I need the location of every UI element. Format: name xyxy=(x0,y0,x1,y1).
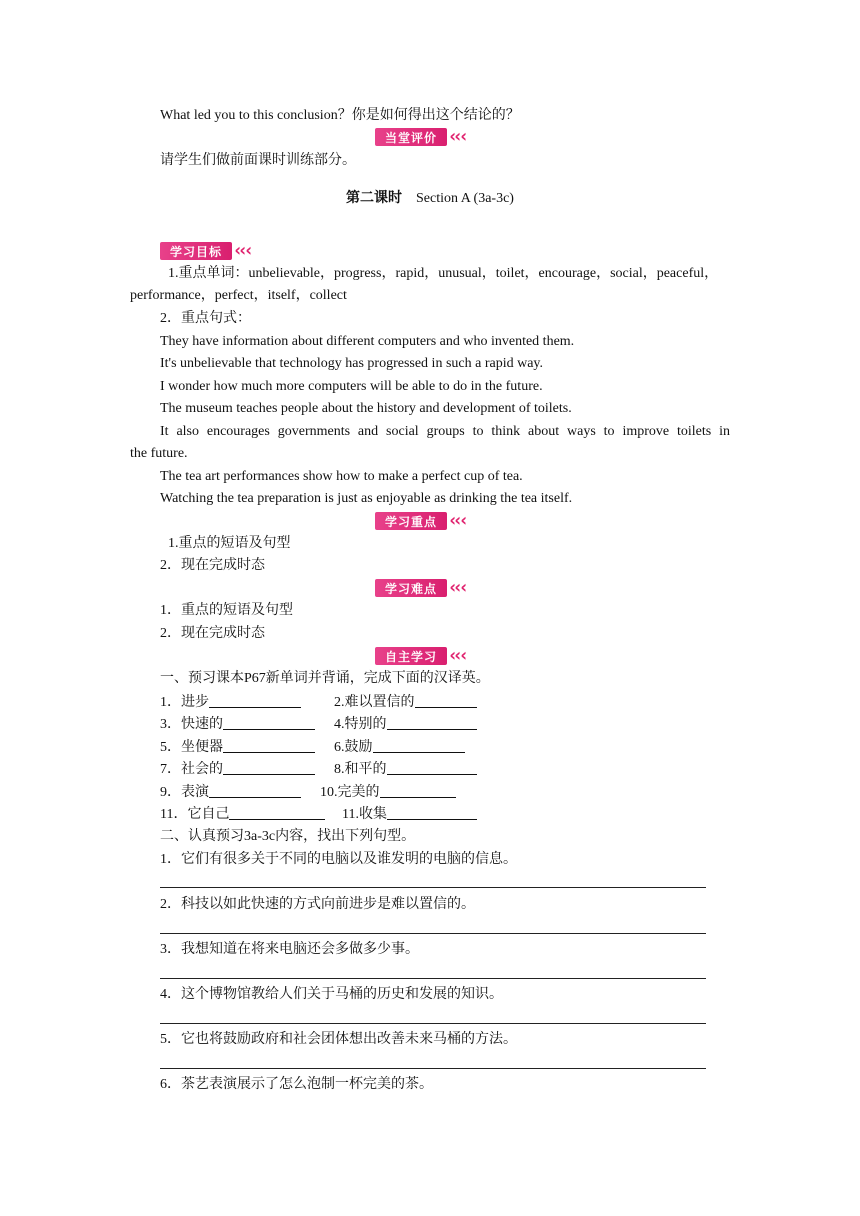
badge-label: 自主学习 xyxy=(375,647,447,665)
answer-blank[interactable] xyxy=(387,760,477,775)
intro-instruction: 请学生们做前面课时训练部分。 xyxy=(160,153,356,168)
sentence: They have information about different computers and who invented them. xyxy=(160,334,575,349)
vocab-prompt: 6.鼓励 xyxy=(334,740,373,755)
chevron-left-icon: ‹ ‹ ‹ xyxy=(234,240,252,261)
translate-prompt: 2．科技以如此快速的方式向前进步是难以置信的。 xyxy=(160,897,475,912)
vocab-prompt: 4.特别的 xyxy=(334,717,387,732)
answer-line[interactable] xyxy=(160,978,706,979)
answer-blank[interactable] xyxy=(209,783,301,798)
sentence: It's unbelievable that technology has progressed in such a rapid way. xyxy=(160,356,544,371)
badge-label: 当堂评价 xyxy=(375,128,447,146)
key-words: 1.重点单词：unbelievable，progress，rapid，unusual，toilet，encourage，social，peaceful， xyxy=(168,266,719,281)
vocab-prompt: 11．它自己 xyxy=(160,807,230,822)
sentence: The museum teaches people about the history and development of toilets. xyxy=(160,401,572,416)
answer-blank[interactable] xyxy=(415,693,477,708)
focus-item: 1.重点的短语及句型 xyxy=(168,536,291,551)
translate-prompt: 1．它们有很多关于不同的电脑以及谁发明的电脑的信息。 xyxy=(160,852,517,867)
answer-line[interactable] xyxy=(160,1068,706,1069)
section-badge-difficulty xyxy=(375,579,467,597)
focus-item: 2．现在完成时态 xyxy=(160,558,265,573)
vocab-item xyxy=(160,783,301,802)
chevron-left-icon: ‹ ‹ ‹ xyxy=(449,645,467,666)
vocab-item xyxy=(160,693,301,712)
vocab-prompt: 10.完美的 xyxy=(320,785,380,800)
vocab-prompt: 9．表演 xyxy=(160,785,209,800)
answer-blank[interactable] xyxy=(223,760,315,775)
chevron-left-icon: ‹ ‹ ‹ xyxy=(449,510,467,531)
vocab-prompt: 3．快速的 xyxy=(160,717,223,732)
vocab-item xyxy=(160,805,325,824)
vocab-prompt: 1．进步 xyxy=(160,695,209,710)
vocab-item xyxy=(160,715,315,734)
answer-line[interactable] xyxy=(160,1023,706,1024)
vocab-item xyxy=(334,715,477,734)
chevron-left-icon: ‹ ‹ ‹ xyxy=(449,577,467,598)
lesson-title xyxy=(0,187,860,207)
sentence: It also encourages governments and social groups to think about ways to improve toilets in xyxy=(160,424,730,439)
section-badge-self-study xyxy=(375,647,467,665)
answer-line[interactable] xyxy=(160,933,706,934)
part2-instruction: 二、认真预习3a-3c内容，找出下列句型。 xyxy=(160,829,416,844)
badge-label: 学习难点 xyxy=(375,579,447,597)
vocab-prompt: 5．坐便器 xyxy=(160,740,223,755)
translate-prompt: 5．它也将鼓励政府和社会团体想出改善未来马桶的方法。 xyxy=(160,1032,517,1047)
translate-prompt: 6．茶艺表演展示了怎么泡制一杯完美的茶。 xyxy=(160,1077,433,1092)
section-badge-goals xyxy=(160,242,252,260)
lesson-number: 第二课时 xyxy=(346,191,402,206)
lesson-section: Section A (3a-3c) xyxy=(416,191,514,206)
key-words-continued: performance，perfect，itself，collect xyxy=(130,288,347,303)
vocab-prompt: 11.收集 xyxy=(342,807,387,822)
difficulty-item: 2．现在完成时态 xyxy=(160,626,265,641)
answer-blank[interactable] xyxy=(373,738,465,753)
answer-blank[interactable] xyxy=(387,715,477,730)
answer-blank[interactable] xyxy=(229,805,325,820)
vocab-item xyxy=(160,760,315,779)
vocab-item xyxy=(334,760,477,779)
chevron-left-icon: ‹ ‹ ‹ xyxy=(449,126,467,147)
vocab-item xyxy=(160,738,315,757)
answer-blank[interactable] xyxy=(209,693,301,708)
section-badge-focus xyxy=(375,512,467,530)
part1-instruction: 一、预习课本P67新单词并背诵，完成下面的汉译英。 xyxy=(160,671,490,686)
badge-label: 学习目标 xyxy=(160,242,232,260)
sentence: Watching the tea preparation is just as enjoyable as drinking the tea itself. xyxy=(160,491,573,506)
sentence-justified xyxy=(160,423,730,441)
answer-blank[interactable] xyxy=(380,783,456,798)
answer-blank[interactable] xyxy=(223,715,315,730)
vocab-prompt: 8.和平的 xyxy=(334,762,387,777)
vocab-item xyxy=(320,783,456,802)
difficulty-item: 1．重点的短语及句型 xyxy=(160,603,293,618)
vocab-prompt: 7．社会的 xyxy=(160,762,223,777)
vocab-item xyxy=(342,805,477,824)
sentence: I wonder how much more computers will be able to do in the future. xyxy=(160,379,543,394)
vocab-item xyxy=(334,738,465,757)
patterns-label: 2．重点句式： xyxy=(160,311,251,326)
section-badge-evaluation xyxy=(375,128,467,146)
badge-label: 学习重点 xyxy=(375,512,447,530)
answer-blank[interactable] xyxy=(223,738,315,753)
answer-blank[interactable] xyxy=(387,805,477,820)
sentence-continued: the future. xyxy=(130,446,188,461)
vocab-item xyxy=(334,693,477,712)
intro-question: What led you to this conclusion？你是如何得出这个结论的？ xyxy=(160,108,520,123)
sentence: The tea art performances show how to make a perfect cup of tea. xyxy=(160,469,523,484)
translate-prompt: 3．我想知道在将来电脑还会多做多少事。 xyxy=(160,942,419,957)
answer-line[interactable] xyxy=(160,887,706,888)
translate-prompt: 4．这个博物馆教给人们关于马桶的历史和发展的知识。 xyxy=(160,987,503,1002)
vocab-prompt: 2.难以置信的 xyxy=(334,695,415,710)
